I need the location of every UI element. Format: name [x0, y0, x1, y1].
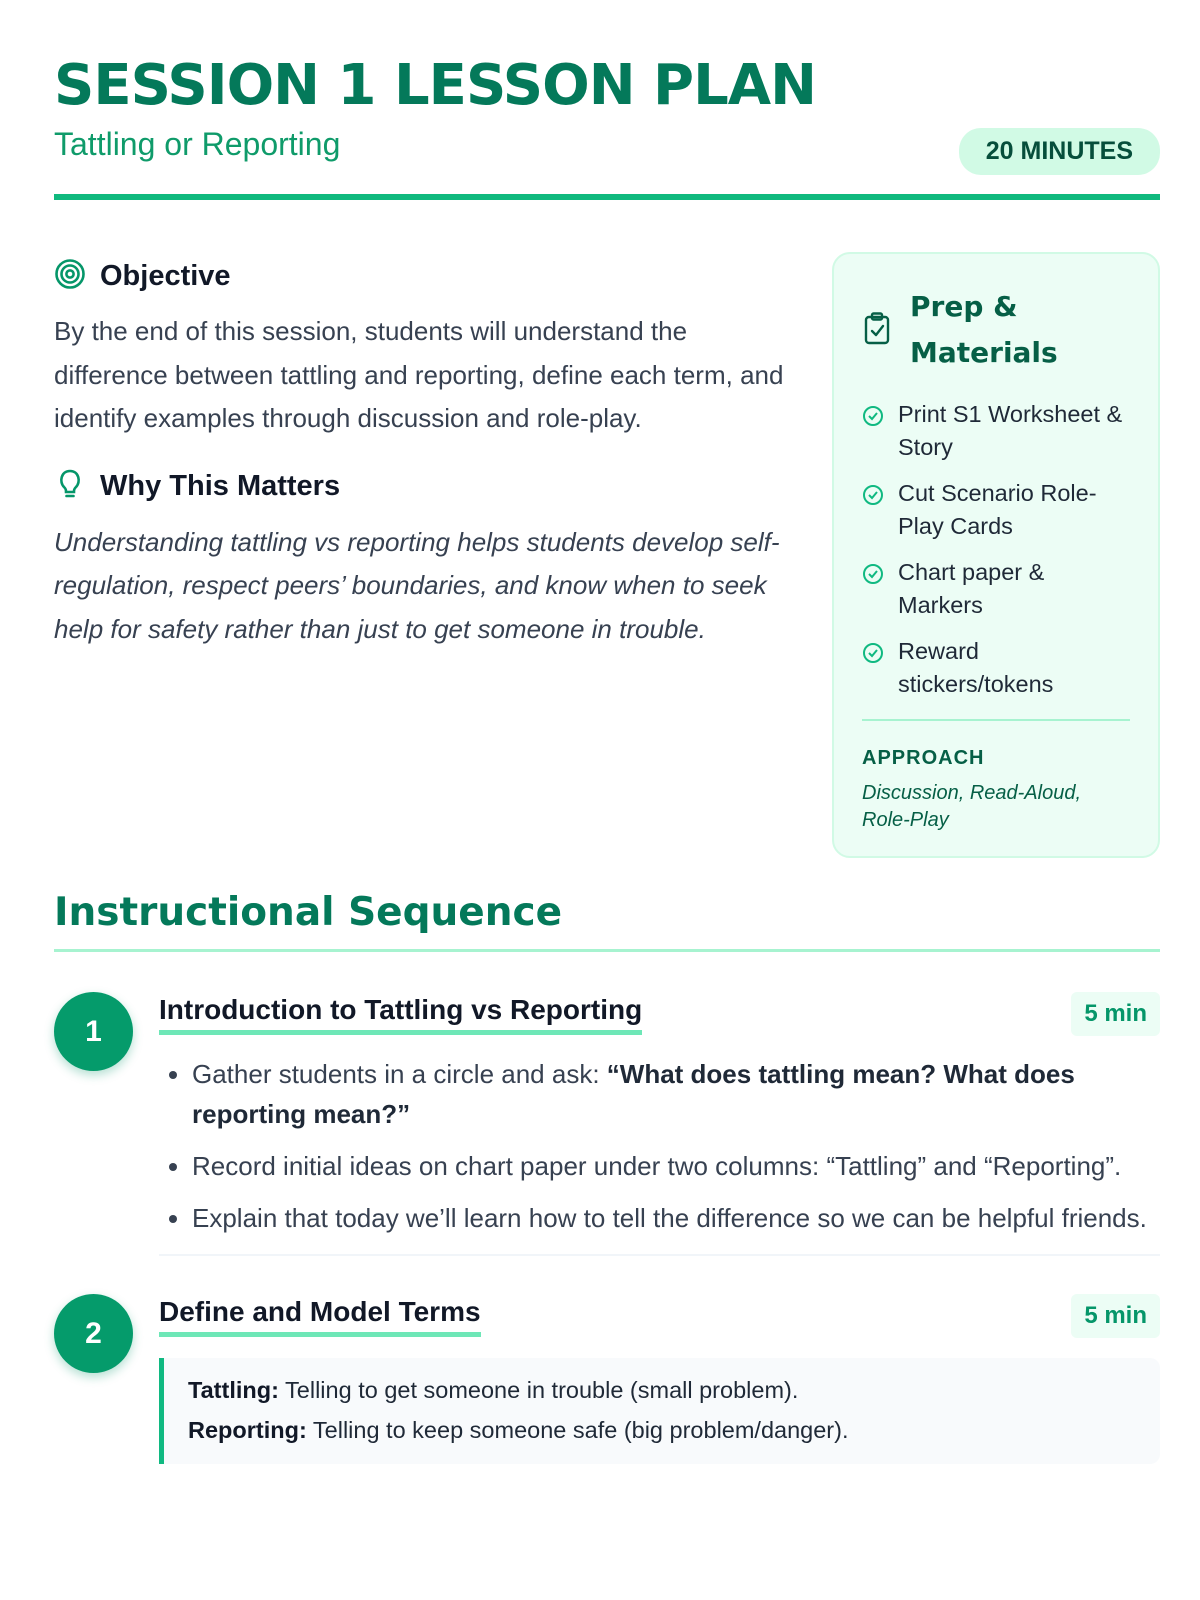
definition-term: Tattling: — [188, 1377, 279, 1403]
check-circle-icon — [862, 640, 884, 701]
materials-item-label: Chart paper & Markers — [898, 559, 1045, 618]
check-circle-icon — [862, 403, 884, 464]
page-title: SESSION 1 LESSON PLAN — [54, 53, 816, 118]
materials-item-label: Print S1 Worksheet & Story — [898, 401, 1123, 460]
materials-item — [862, 556, 1130, 622]
lightbulb-icon — [54, 467, 86, 506]
prep-materials-card — [832, 252, 1160, 858]
bullet-emphasis: “What does tattling mean? What does reporting mean?” — [192, 1059, 1075, 1129]
bullet-item — [192, 1146, 1160, 1186]
bullet-item — [192, 1198, 1160, 1238]
step-divider — [159, 1254, 1160, 1256]
sequence-step — [54, 1294, 1160, 1464]
overview-left-column — [54, 256, 784, 651]
instructional-sequence — [54, 890, 1160, 1464]
sequence-title: Instructional Sequence — [54, 890, 1160, 952]
page-subtitle: Tattling or Reporting — [54, 126, 341, 162]
why-heading-row — [54, 467, 784, 507]
why-text: Understanding tattling vs reporting helps students develop self-regulation, respect peers’ boundaries, and know when to seek help for safety rather than just to get someone in trouble. — [54, 526, 780, 644]
approach-label: APPROACH — [862, 747, 985, 769]
step-header — [159, 992, 1160, 1036]
bullet-text: Explain that today we’ll learn how to tell the difference so we can be helpful friends. — [192, 1203, 1147, 1233]
step-title: Introduction to Tattling vs Reporting — [159, 992, 642, 1035]
step-duration: 5 min — [1071, 1294, 1160, 1338]
definition-text: Telling to get someone in trouble (small problem). — [278, 1377, 799, 1403]
prep-heading: Prep & Materials — [910, 290, 1058, 369]
prep-heading-row — [862, 284, 1130, 376]
materials-item-label: Reward stickers/tokens — [898, 638, 1054, 697]
materials-item — [862, 635, 1130, 701]
sequence-step — [54, 992, 1160, 1256]
overview-section — [54, 200, 1160, 890]
step-number: 1 — [54, 992, 133, 1071]
clipboard-check-icon — [862, 311, 892, 350]
step-header — [159, 1294, 1160, 1338]
step-duration: 5 min — [1071, 992, 1160, 1036]
check-circle-icon — [862, 561, 884, 622]
definition-text: Telling to keep someone safe (big problem/danger). — [306, 1417, 849, 1443]
step-number: 2 — [54, 1294, 133, 1373]
duration-badge: 20 MINUTES — [959, 128, 1160, 175]
definition-term: Reporting: — [188, 1417, 307, 1443]
materials-item — [862, 477, 1130, 543]
materials-list — [862, 398, 1130, 701]
bullet-text: Gather students in a circle and ask: — [192, 1059, 607, 1089]
target-icon — [54, 258, 86, 295]
check-circle-icon — [862, 482, 884, 543]
definitions-callout — [159, 1358, 1160, 1464]
bullet-text: Record initial ideas on chart paper under two columns: “Tattling” and “Reporting”. — [192, 1151, 1122, 1181]
page-header — [54, 0, 1160, 200]
definition-row — [188, 1410, 1134, 1450]
materials-item-label: Cut Scenario Role-Play Cards — [898, 480, 1097, 539]
materials-item — [862, 398, 1130, 464]
approach-text: Discussion, Read-Aloud, Role-Play — [862, 782, 1081, 831]
bullet-item — [192, 1054, 1160, 1134]
definition-row — [188, 1370, 1134, 1410]
objective-heading: Objective — [100, 259, 231, 292]
approach-block — [862, 719, 1130, 834]
why-heading: Why This Matters — [100, 470, 341, 502]
step-title: Define and Model Terms — [159, 1294, 481, 1337]
objective-heading-row — [54, 256, 784, 296]
objective-text: By the end of this session, students will understand the difference between tattling and reporting, define each term, and identify examples through discussion and role-play. — [54, 316, 784, 433]
step-bullets — [159, 1054, 1160, 1238]
